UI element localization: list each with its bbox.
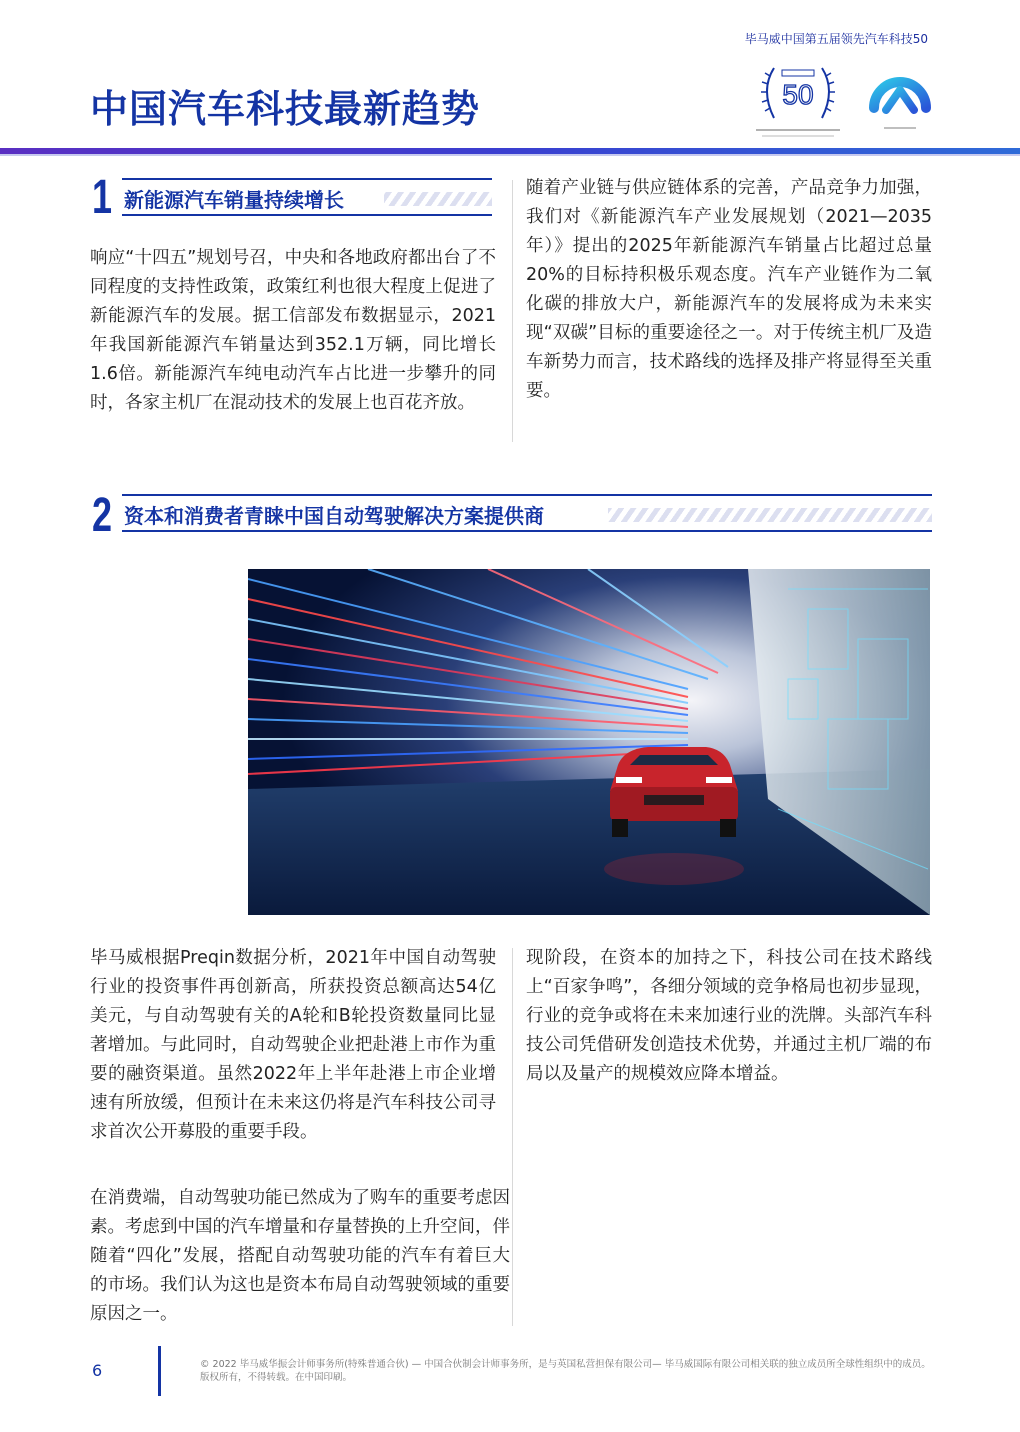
page-number: 6: [92, 1361, 103, 1380]
leading-autotech-logo: [868, 64, 932, 136]
footer-divider: [158, 1346, 161, 1396]
svg-text:50: 50: [782, 79, 814, 110]
section-1-stripes: [384, 192, 492, 206]
page-title: 中国汽车科技最新趋势: [90, 87, 481, 131]
section-1-left-paragraph: 响应“十四五”规划号召，中央和各地政府都出台了不同程度的支持性政策，政策红利也很大程度上促进了新能源汽车的发展。据工信部发布数据显示，2021年我国新能源汽车销量达到352.1万辆，同比增长1.6倍。新能源汽车纯电动汽车占比进一步攀升的同时，各家主机厂在混动技术的发展上也百花齐放。: [90, 248, 496, 413]
header-band-thin: [0, 154, 1020, 156]
hero-image-car-light-tunnel: [248, 569, 930, 915]
section-1-heading: [92, 171, 492, 224]
section-1-title: 新能源汽车销量持续增长: [124, 188, 344, 212]
section-2-heading: [92, 489, 932, 542]
report-name: 毕马威中国第五届领先汽车科技50: [744, 32, 928, 46]
column-divider-2: [512, 948, 513, 1326]
section-1-right-paragraph: 随着产业链与供应链体系的完善，产品竞争力加强，我们对《新能源汽车产业发展规划（2021—2035年）》提出的2025年新能源汽车销量占比超过总量20%的目标持积极乐观态度。汽车产业链作为二氧化碳的排放大户，新能源汽车的发展将成为未来实现“双碳”目标的重要途径之一。对于传统主机厂及造车新势力而言，技术路线的选择及排产将显得至关重要。: [526, 178, 932, 401]
section-2-left-paragraph-1: 毕马威根据Preqin数据分析，2021年中国自动驾驶行业的投资事件再创新高，所获投资总额高达54亿美元，与自动驾驶有关的A轮和B轮投资数量同比显著增加。与此同时，自动驾驶企业把赴港上市作为重要的融资渠道。虽然2022年上半年赴港上市企业增速有所放缓，但预计在未来这仍将是汽车科技公司寻求首次公开募股的重要手段。: [90, 948, 496, 1142]
section-2-stripes: [608, 508, 932, 522]
copyright-notice: © 2022 毕马威华振会计师事务所(特殊普通合伙) — 中国合伙制会计师事务所，是与英国私营担保有限公司— 毕马威国际有限公司相关联的独立成员所全球性组织中的成员。版权所有，不得转载。在中国印刷。: [200, 1359, 931, 1383]
section-1-number: 1: [92, 171, 113, 224]
kpmg-50-logo: [752, 60, 844, 142]
section-2-title: 资本和消费者青睐中国自动驾驶解决方案提供商: [124, 504, 544, 528]
section-2-left-paragraph-2: 在消费端，自动驾驶功能已然成为了购车的重要考虑因素。考虑到中国的汽车增量和存量替换的上升空间，伴随着“四化”发展，搭配自动驾驶功能的汽车有着巨大的市场。我们认为这也是资本布局自动驾驶领域的重要原因之一。: [90, 1188, 510, 1324]
section-2-right-paragraph: 现阶段，在资本的加持之下，科技公司在技术路线上“百家争鸣”，各细分领域的竞争格局也初步显现，行业的竞争或将在未来加速行业的洗牌。头部汽车科技公司凭借研发创造技术优势，并通过主机厂端的布局以及量产的规模效应降本增益。: [526, 948, 932, 1084]
section-2-number: 2: [92, 489, 113, 542]
column-divider-1: [512, 180, 513, 442]
